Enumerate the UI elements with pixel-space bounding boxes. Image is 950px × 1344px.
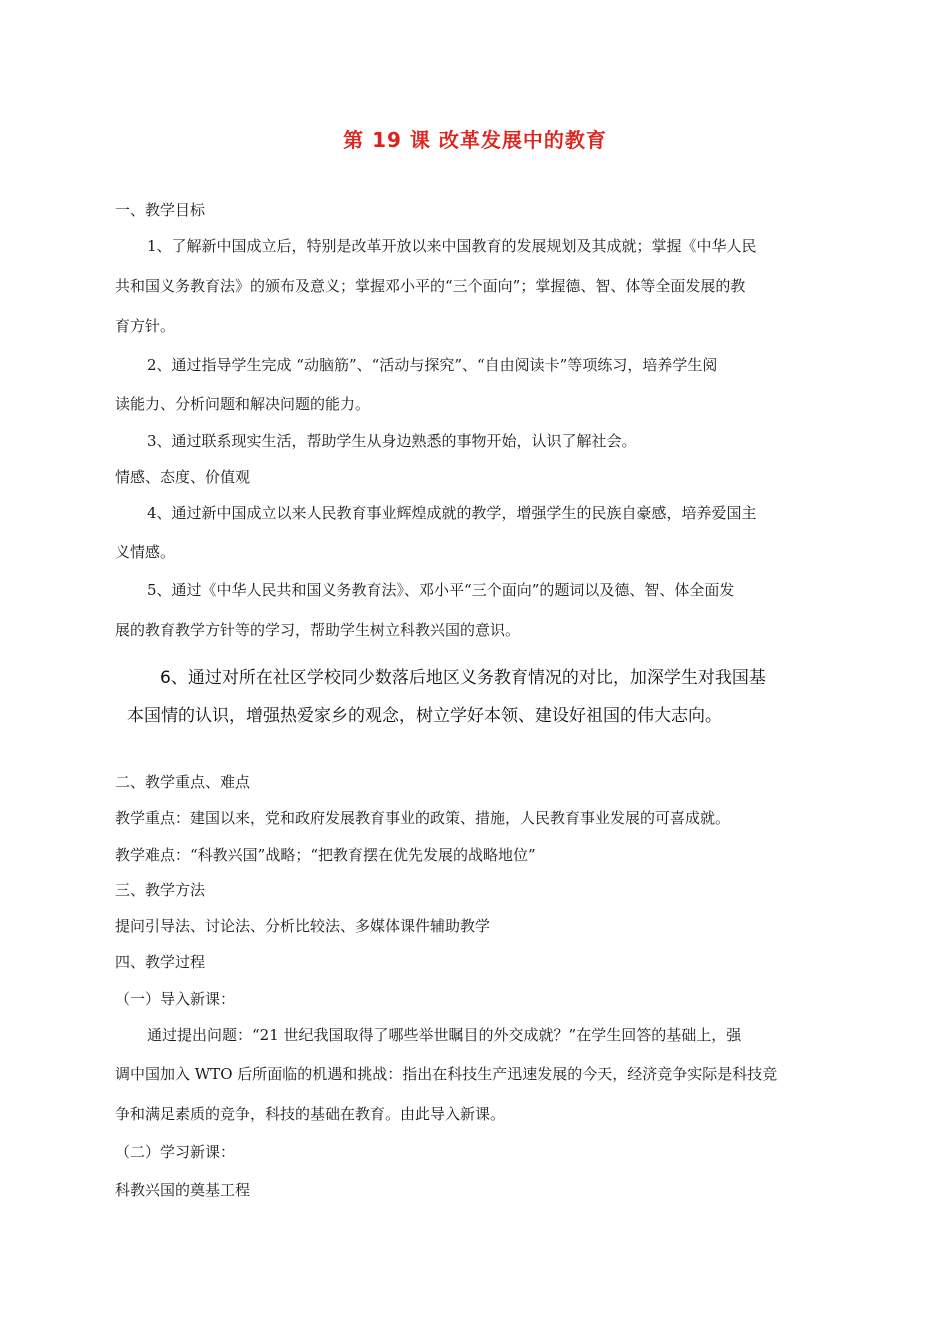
objective-3-line-1: 3、通过联系现实生活，帮助学生从身边熟悉的事物开始，认识了解社会。	[147, 432, 637, 450]
key-point: 教学重点：建国以来，党和政府发展教育事业的政策、措施，人民教育事业发展的可喜成就。	[115, 809, 731, 827]
objective-2-line-2: 读能力、分析问题和解决问题的能力。	[115, 395, 371, 413]
objective-1-line-1: 1、了解新中国成立后，特别是改革开放以来中国教育的发展规划及其成就；掌握《中华人民	[147, 237, 757, 255]
objective-1-line-3: 育方针。	[115, 317, 176, 335]
foundation-heading: 科教兴国的奠基工程	[115, 1181, 251, 1199]
intro-line-1: 通过提出问题：“21 世纪我国取得了哪些举世瞩目的外交成就？”在学生回答的基础上，强	[147, 1026, 742, 1044]
difficulty: 教学难点：“科教兴国”战略；“把教育摆在优先发展的战略地位”	[115, 846, 536, 864]
objective-4-line-2: 义情感。	[115, 543, 176, 561]
values-heading: 情感、态度、价值观	[115, 468, 251, 486]
intro-line-3: 争和满足素质的竞争，科技的基础在教育。由此导入新课。	[115, 1105, 506, 1123]
page-title: 第 19 课 改革发展中的教育	[343, 128, 607, 152]
objective-6-line-2: 本国情的认识，增强热爱家乡的观念，树立学好本领、建设好祖国的伟大志向。	[127, 706, 722, 726]
intro-heading: （一）导入新课：	[115, 990, 236, 1008]
intro-line-2: 调中国加入 WTO 后所面临的机遇和挑战：指出在科技生产迅速发展的今天，经济竞争实际是科技竞	[115, 1065, 778, 1083]
process-heading: 四、教学过程	[115, 953, 206, 971]
objective-4-line-1: 4、通过新中国成立以来人民教育事业辉煌成就的教学，增强学生的民族自豪感，培养爱国主	[147, 504, 757, 522]
objective-5-line-1: 5、通过《中华人民共和国义务教育法》、邓小平“三个面向”的题词以及德、智、体全面发	[147, 581, 735, 599]
methods-heading: 三、教学方法	[115, 881, 206, 899]
objective-2-line-1: 2、通过指导学生完成 “动脑筋”、“活动与探究”、“自由阅读卡”等项练习，培养学生阅	[147, 356, 718, 374]
objective-6-line-1: 6、通过对所在社区学校同少数落后地区义务教育情况的对比，加深学生对我国基	[160, 668, 766, 688]
new-lesson-heading: （二）学习新课：	[115, 1143, 236, 1161]
keypoints-heading: 二、教学重点、难点	[115, 773, 251, 791]
methods-text: 提问引导法、讨论法、分析比较法、多媒体课件辅助教学	[115, 917, 491, 935]
objectives-heading: 一、教学目标	[115, 201, 206, 219]
objective-1-line-2: 共和国义务教育法》的颁布及意义；掌握邓小平的“三个面向”；掌握德、智、体等全面发展的教	[115, 277, 746, 295]
objective-5-line-2: 展的教育教学方针等的学习，帮助学生树立科教兴国的意识。	[115, 621, 521, 639]
